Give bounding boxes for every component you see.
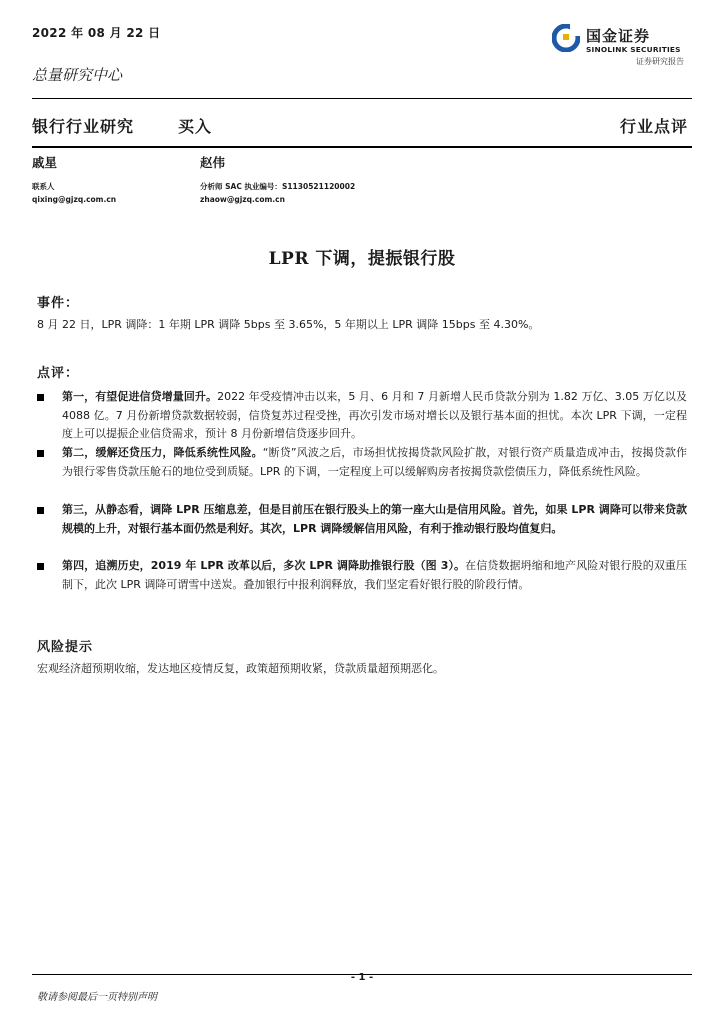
analyst-block (32, 153, 116, 204)
bullet-lead: 第三，从静态看，调降 LPR 压缩息差，但是目前压在银行股头上的第一座大山是信用风险。首先，如果 LPR 调降可以带来贷款规模的上升，对银行基本面仍然是利好。其次，LPR 调降缓解信用风险，有利于推动银行股均值复归。 (62, 503, 687, 535)
risk-text: 宏观经济超预期收缩，发达地区疫情反复，政策超预期收紧，贷款质量超预期恶化。 (37, 662, 444, 675)
header-divider (32, 98, 692, 99)
analyst-email: qixing@gjzq.com.cn (32, 195, 117, 204)
analyst-role: 联系人 (32, 182, 55, 191)
research-center: 总量研究中心 (32, 66, 123, 84)
bullet-body: “断贷”风波之后，市场担忧按揭贷款风险扩散，对银行资产质量造成冲击，按揭贷款作为银行零售贷款压舱石的地位受到质疑。LPR 的下调，一定程度上可以缓解购房者按揭贷款偿债压力，降低系统性风险。 (62, 446, 687, 478)
report-type-label: 证券研究报告 (636, 57, 684, 66)
analyst-cert-number: S1130521120002 (281, 182, 356, 191)
report-category: 行业点评 (619, 117, 688, 136)
disclaimer-note: 敬请参阅最后一页特别声明 (37, 992, 157, 1003)
bullet-icon (37, 563, 44, 570)
page-number: - 1 - (350, 972, 374, 983)
bullet-body: 在信贷数据坍缩和地产风险对银行股的双重压制下，此次 LPR 调降可谓雪中送炭。叠加银行中报利润释放，我们坚定看好银行股的阶段行情。 (62, 559, 688, 591)
sector-label: 银行行业研究 (32, 117, 135, 136)
analyst-block (200, 153, 355, 204)
event-text: 8 月 22 日，LPR 调降：1 年期 LPR 调降 5bps 至 3.65%，5 年期以上 LPR 调降 15bps 至 4.30%。 (37, 318, 540, 331)
risk-heading: 风险提示 (37, 640, 94, 655)
bullet-icon (37, 507, 44, 514)
bullet-lead: 第一，有望促进信贷增量回升。 (62, 390, 218, 403)
band-divider (32, 146, 692, 148)
analyst-role-label: 分析师 SAC 执业编号： (200, 182, 282, 191)
logo-english-name: SINOLINK SECURITIES (586, 45, 681, 54)
bullet-icon (37, 450, 44, 457)
report-title: LPR 下调，提振银行股 (268, 249, 456, 269)
analyst-name: 戚星 (32, 155, 58, 170)
comment-heading: 点评： (37, 366, 80, 381)
bullet-lead: 第四，追溯历史，2019 年 LPR 改革以后，多次 LPR 调降助推银行股（图 3）。 (62, 559, 466, 572)
bullet-icon (37, 394, 44, 401)
logo-chinese-name: 国金证券 (586, 27, 651, 45)
sinolink-logo-icon (552, 24, 580, 52)
bullet-body: 2022 年受疫情冲击以来，5 月、6 月和 7 月新增人民币贷款分别为 1.82 万亿、3.05 万亿以及 4088 亿。7 月份新增贷款数据较弱，信贷复苏过程受挫，再次引发市场对增长以及银行基本面的担忧。本次 LPR 下调，一定程度上可以提振企业信贷需求，预计 8 月份新增信贷逐步回升。 (62, 390, 687, 440)
analyst-email: zhaow@gjzq.com.cn (200, 195, 285, 204)
rating-label: 买入 (178, 117, 213, 136)
analyst-role (200, 181, 355, 192)
bullet-lead: 第二，缓解还贷压力，降低系统性风险。 (62, 446, 263, 459)
report-date: 2022 年 08 月 22 日 (32, 26, 161, 40)
analyst-name: 赵伟 (200, 155, 226, 170)
event-heading: 事件： (37, 296, 80, 311)
